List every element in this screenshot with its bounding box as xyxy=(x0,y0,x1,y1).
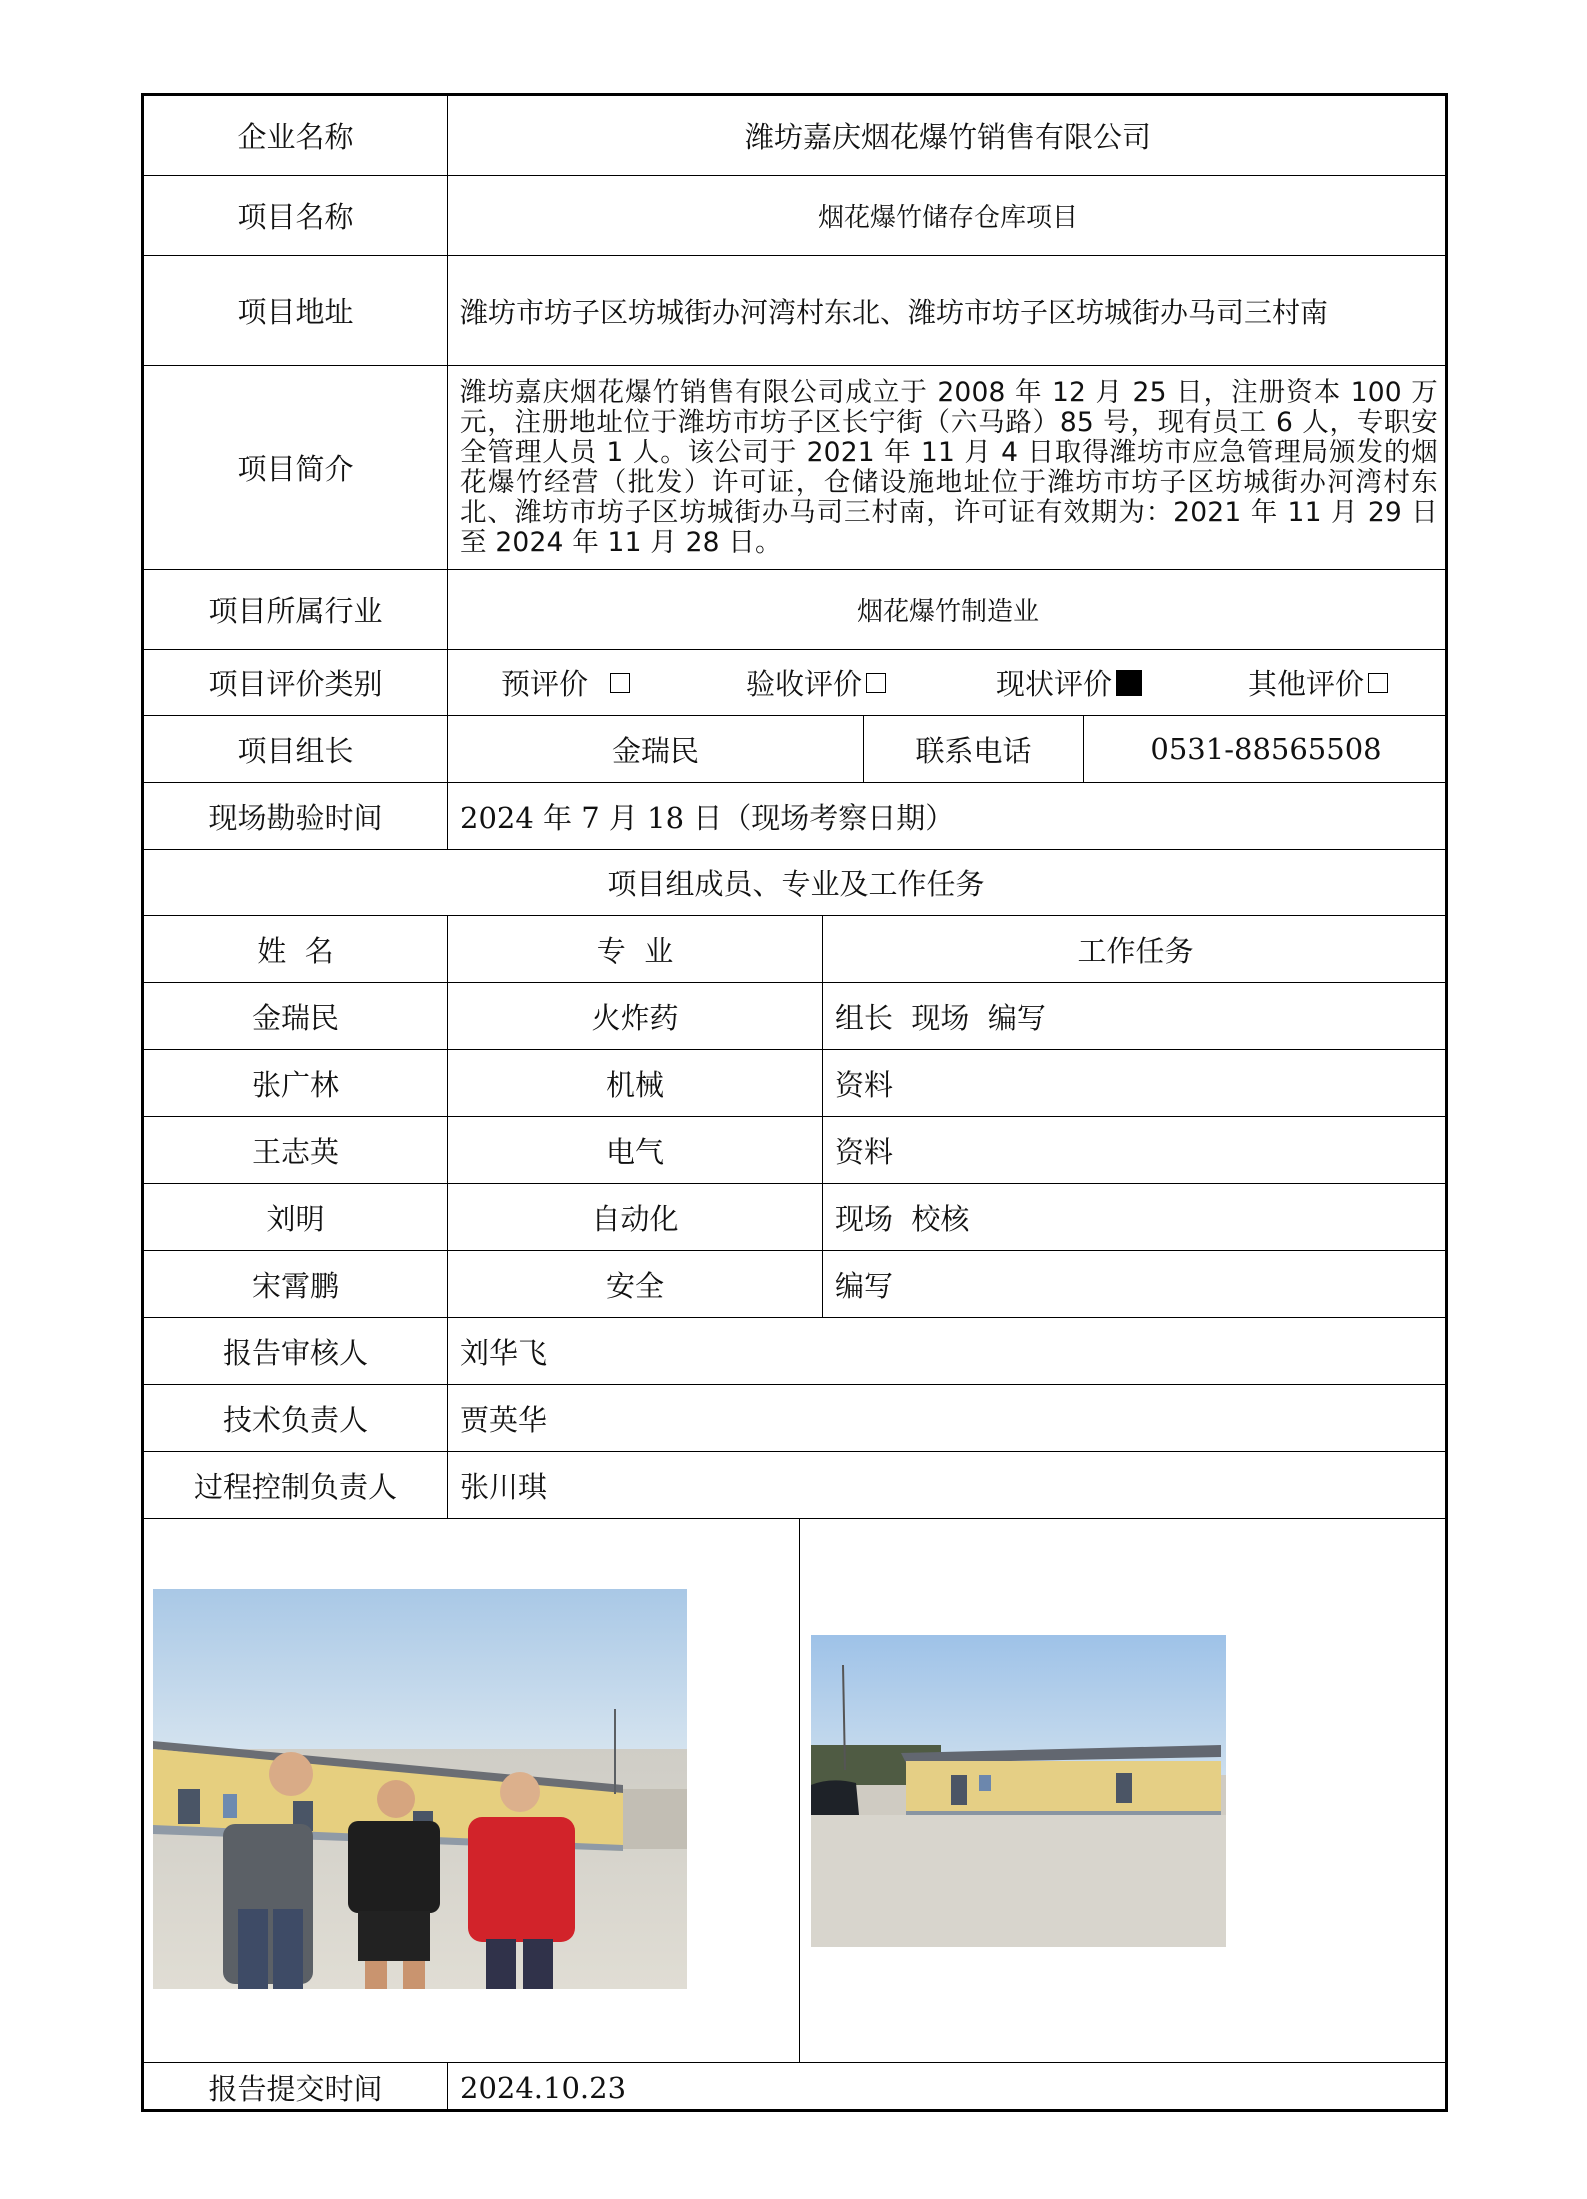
project-intro: 潍坊嘉庆烟花爆竹销售有限公司成立于 2008 年 12 月 25 日，注册资本 100 万元，注册地址位于潍坊市坊子区长宁街（六马路）85 号，现有员工 6 人，专职安全管理人员 1 人。该公司于 2021 年 11 月 4 日取得潍坊市应急管理局颁发的烟花爆竹经营（批发）许可证，仓储设施地址位于潍坊市坊子区坊城街办河湾村东北、潍坊市坊子区坊城街办马司三村南，许可证有效期为：2021 年 11 月 29 日至 2024 年 11 月 28 日。 xyxy=(460,376,1438,558)
checkbox-icon[interactable] xyxy=(610,673,630,693)
row-members-title xyxy=(144,850,1445,916)
eval-option-label: 验收评价 xyxy=(746,667,863,701)
members-title: 项目组成员、专业及工作任务 xyxy=(607,867,985,901)
eval-type-label: 项目评价类别 xyxy=(208,667,383,701)
eval-type-options xyxy=(447,650,1448,715)
row-company xyxy=(144,96,1445,176)
row-process-lead xyxy=(144,1452,1445,1519)
row-address xyxy=(144,256,1445,366)
table-row xyxy=(144,1050,1445,1117)
intro-label: 项目简介 xyxy=(237,452,354,486)
row-project-name xyxy=(144,176,1445,256)
member-task: 编写 xyxy=(822,1251,1448,1317)
header-name: 姓 名 xyxy=(257,933,334,968)
company-name: 潍坊嘉庆烟花爆竹销售有限公司 xyxy=(447,96,1448,175)
row-industry xyxy=(144,570,1445,650)
tech-lead-name: 贾英华 xyxy=(447,1385,1448,1451)
site-photo-warehouse xyxy=(811,1635,1226,1947)
checkbox-icon[interactable] xyxy=(1368,673,1388,693)
phone-number: 0531-88565508 xyxy=(1083,716,1448,782)
checkbox-icon[interactable] xyxy=(866,673,886,693)
company-label: 企业名称 xyxy=(237,120,354,154)
eval-option-label: 预评价 xyxy=(501,667,589,701)
leader-name: 金瑞民 xyxy=(447,716,863,782)
checkbox-checked-icon[interactable] xyxy=(1116,670,1142,696)
process-lead-label: 过程控制负责人 xyxy=(193,1469,397,1504)
row-photos xyxy=(144,1519,1445,2063)
eval-option-current[interactable] xyxy=(996,650,1142,715)
industry: 烟花爆竹制造业 xyxy=(447,570,1448,649)
table-row xyxy=(144,1117,1445,1184)
site-photo-team xyxy=(153,1589,687,1989)
intro-cell xyxy=(447,366,1448,569)
member-specialty: 电气 xyxy=(447,1117,822,1183)
member-task: 现场 校核 xyxy=(822,1184,1448,1250)
survey-date: 2024 年 7 月 18 日（现场考察日期） xyxy=(447,783,1448,849)
member-specialty: 安全 xyxy=(447,1251,822,1317)
eval-option-label: 其他评价 xyxy=(1248,667,1365,701)
row-tech-lead xyxy=(144,1385,1445,1452)
member-task: 资料 xyxy=(822,1117,1448,1183)
table-row xyxy=(144,1251,1445,1318)
project-name-label: 项目名称 xyxy=(237,200,354,234)
table-row xyxy=(144,983,1445,1050)
table-row xyxy=(144,1184,1445,1251)
tech-lead-label: 技术负责人 xyxy=(222,1402,368,1437)
reviewer-name: 刘华飞 xyxy=(447,1318,1448,1384)
survey-label: 现场勘验时间 xyxy=(208,800,383,835)
member-name: 王志英 xyxy=(251,1134,339,1169)
address-label: 项目地址 xyxy=(237,295,354,329)
row-survey xyxy=(144,783,1445,850)
submit-date: 2024.10.23 xyxy=(447,2063,1448,2112)
eval-option-other[interactable] xyxy=(1248,650,1388,715)
eval-option-acceptance[interactable] xyxy=(746,650,886,715)
member-task: 组长 现场 编写 xyxy=(822,983,1448,1049)
row-submit xyxy=(144,2063,1445,2112)
reviewer-label: 报告审核人 xyxy=(222,1335,368,1370)
member-specialty: 机械 xyxy=(447,1050,822,1116)
member-name: 金瑞民 xyxy=(251,1000,339,1035)
header-task: 工作任务 xyxy=(822,916,1448,982)
row-intro xyxy=(144,366,1445,570)
submit-label: 报告提交时间 xyxy=(208,2072,383,2106)
member-specialty: 火炸药 xyxy=(447,983,822,1049)
eval-option-pre[interactable] xyxy=(501,650,630,715)
row-reviewer xyxy=(144,1318,1445,1385)
project-address: 潍坊市坊子区坊城街办河湾村东北、潍坊市坊子区坊城街办马司三村南 xyxy=(447,256,1448,365)
member-name: 宋霄鹏 xyxy=(251,1268,339,1303)
member-task: 资料 xyxy=(822,1050,1448,1116)
row-eval-type xyxy=(144,650,1445,716)
process-lead-name: 张川琪 xyxy=(447,1452,1448,1518)
header-specialty: 专 业 xyxy=(447,916,822,982)
eval-option-label: 现状评价 xyxy=(996,667,1113,701)
member-name: 张广林 xyxy=(251,1067,339,1102)
project-name: 烟花爆竹储存仓库项目 xyxy=(447,176,1448,255)
row-leader xyxy=(144,716,1445,783)
leader-label: 项目组长 xyxy=(237,733,354,768)
member-specialty: 自动化 xyxy=(447,1184,822,1250)
members-header xyxy=(144,916,1445,983)
industry-label: 项目所属行业 xyxy=(208,594,383,628)
member-name: 刘明 xyxy=(266,1201,325,1236)
phone-label: 联系电话 xyxy=(863,716,1083,782)
project-info-table xyxy=(141,93,1448,2112)
